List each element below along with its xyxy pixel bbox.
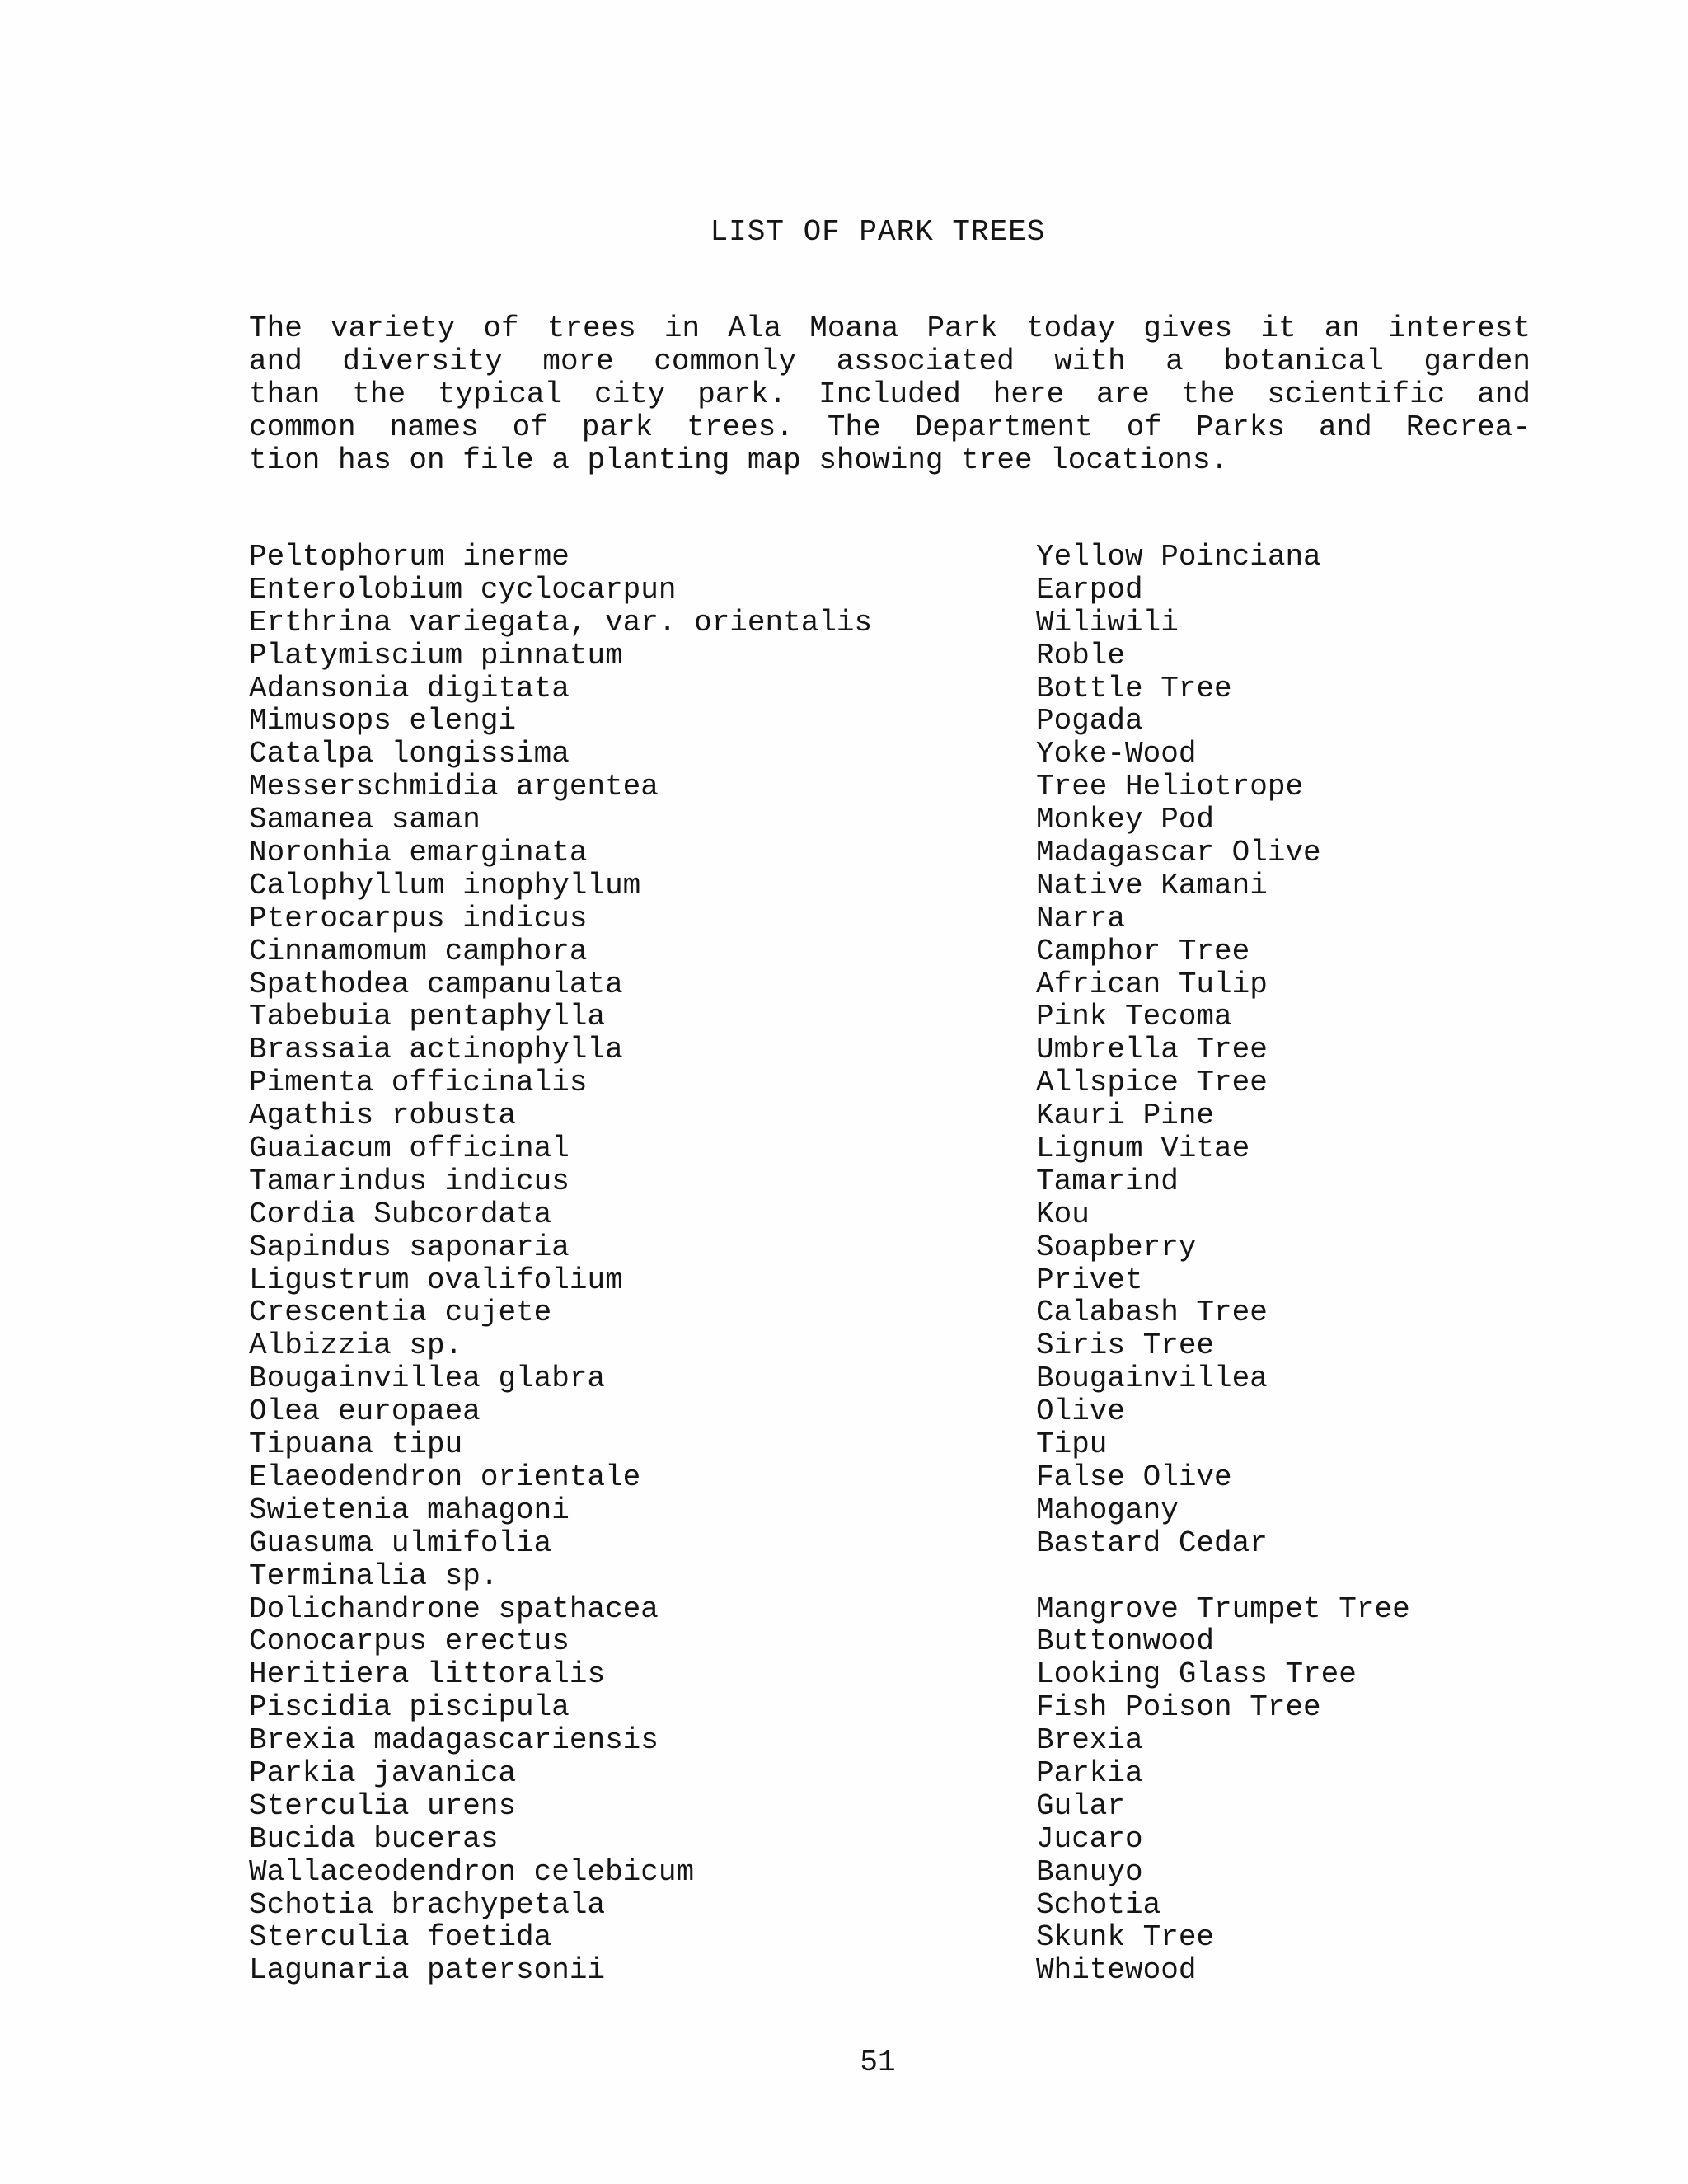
intro-line: The variety of trees in Ala Moana Park today gives it an interest: [249, 312, 1531, 345]
common-name: Bastard Cedar: [1036, 1526, 1268, 1560]
scientific-name: Sapindus saponaria: [249, 1230, 570, 1264]
common-name: Yellow Poinciana: [1036, 540, 1321, 574]
common-name: Tree Heliotrope: [1036, 770, 1304, 804]
intro-paragraph: [249, 312, 1531, 477]
common-name: Skunk Tree: [1036, 1920, 1215, 1955]
tree-row: [249, 1560, 1485, 1593]
scientific-name: Catalpa longissima: [249, 737, 570, 771]
scientific-name: Swietenia mahagoni: [249, 1493, 570, 1527]
tree-row: [249, 1724, 1485, 1757]
scientific-name: Noronhia emarginata: [249, 836, 588, 870]
scientific-name: Brexia madagascariensis: [249, 1723, 659, 1758]
intro-line: tion has on file a planting map showing tree locations.: [249, 443, 1229, 477]
common-name: Jucaro: [1036, 1821, 1143, 1856]
tree-row: [249, 1231, 1485, 1264]
intro-line: common names of park trees. The Department of Parks and Recrea-: [249, 410, 1531, 444]
scientific-name: Conocarpus erectus: [249, 1624, 570, 1659]
tree-row: [249, 1954, 1485, 1987]
scientific-name: Enterolobium cyclocarpun: [249, 572, 677, 607]
tree-row: [249, 1757, 1485, 1790]
tree-row: [249, 869, 1485, 902]
common-name: Mangrove Trumpet Tree: [1036, 1591, 1410, 1626]
scientific-name: Olea europaea: [249, 1394, 481, 1429]
tree-row: [249, 1658, 1485, 1691]
tree-row: [249, 935, 1485, 968]
tree-row: [249, 1823, 1485, 1856]
scientific-name: Terminalia sp.: [249, 1558, 499, 1593]
common-name: Pogada: [1036, 704, 1143, 738]
tree-row: [249, 1165, 1485, 1198]
scientific-name: Mimusops elengi: [249, 704, 517, 738]
common-name: Pink Tecoma: [1036, 1000, 1232, 1034]
tree-row: [249, 1527, 1485, 1560]
tree-row: [249, 1691, 1485, 1724]
scientific-name: Pimenta officinalis: [249, 1066, 588, 1100]
tree-row: [249, 1264, 1485, 1297]
tree-row: [249, 1001, 1485, 1033]
tree-row: [249, 771, 1485, 804]
tree-row: [249, 1790, 1485, 1823]
scientific-name: Pterocarpus indicus: [249, 901, 588, 935]
scientific-name: Bucida buceras: [249, 1821, 499, 1856]
common-name: Lignum Vitae: [1036, 1132, 1250, 1166]
tree-row: [249, 837, 1485, 869]
scientific-name: Guaiacum officinal: [249, 1132, 570, 1166]
common-name: Looking Glass Tree: [1036, 1657, 1357, 1692]
common-name: Tamarind: [1036, 1164, 1179, 1198]
tree-row: [249, 1428, 1485, 1461]
scientific-name: Spathodea campanulata: [249, 967, 623, 1001]
scientific-name: Heritiera littoralis: [249, 1657, 606, 1692]
tree-row: [249, 902, 1485, 935]
tree-row: [249, 1625, 1485, 1658]
common-name: Calabash Tree: [1036, 1296, 1268, 1330]
common-name: Bottle Tree: [1036, 671, 1232, 705]
common-name: Tipu: [1036, 1427, 1108, 1462]
scientific-name: Peltophorum inerme: [249, 540, 570, 574]
tree-row: [249, 1494, 1485, 1527]
scientific-name: Bougainvillea glabra: [249, 1361, 606, 1396]
scientific-name: Lagunaria patersonii: [249, 1953, 606, 1988]
scientific-name: Ligustrum ovalifolium: [249, 1263, 623, 1297]
common-name: Whitewood: [1036, 1953, 1197, 1988]
scientific-name: Platymiscium pinnatum: [249, 638, 623, 673]
common-name: Camphor Tree: [1036, 934, 1250, 968]
common-name: Banuyo: [1036, 1854, 1143, 1889]
common-name: Umbrella Tree: [1036, 1033, 1268, 1067]
tree-row: [249, 804, 1485, 837]
common-name: Buttonwood: [1036, 1624, 1215, 1659]
scientific-name: Elaeodendron orientale: [249, 1460, 641, 1494]
common-name: Kauri Pine: [1036, 1099, 1215, 1133]
scientific-name: Messerschmidia argentea: [249, 770, 659, 804]
scientific-name: Brassaia actinophylla: [249, 1033, 623, 1067]
tree-row: [249, 574, 1485, 607]
common-name: Madagascar Olive: [1036, 836, 1321, 870]
common-name: Olive: [1036, 1394, 1126, 1429]
scientific-name: Cinnamomum camphora: [249, 934, 588, 968]
common-name: Native Kamani: [1036, 868, 1268, 902]
common-name: Monkey Pod: [1036, 803, 1215, 837]
common-name: Yoke-Wood: [1036, 737, 1197, 771]
scientific-name: Schotia brachypetala: [249, 1887, 606, 1922]
tree-row: [249, 1395, 1485, 1428]
common-name: Fish Poison Tree: [1036, 1690, 1321, 1725]
common-name: Mahogany: [1036, 1493, 1179, 1527]
tree-row: [249, 1033, 1485, 1066]
scientific-name: Tipuana tipu: [249, 1427, 463, 1462]
common-name: Bougainvillea: [1036, 1361, 1268, 1396]
scientific-name: Tabebuia pentaphylla: [249, 1000, 606, 1034]
scientific-name: Samanea saman: [249, 803, 481, 837]
tree-row: [249, 1329, 1485, 1362]
tree-row: [249, 1889, 1485, 1922]
scientific-name: Parkia javanica: [249, 1755, 517, 1790]
scientific-name: Sterculia urens: [249, 1788, 517, 1823]
intro-line: than the typical city park. Included here are the scientific and: [249, 377, 1531, 411]
tree-row: [249, 1362, 1485, 1395]
common-name: Gular: [1036, 1788, 1126, 1823]
common-name: False Olive: [1036, 1460, 1232, 1494]
scientific-name: Cordia Subcordata: [249, 1197, 552, 1231]
tree-row: [249, 1099, 1485, 1132]
common-name: Narra: [1036, 901, 1126, 935]
common-name: Siris Tree: [1036, 1329, 1215, 1363]
common-name: Earpod: [1036, 572, 1143, 607]
page-number: 51: [860, 2046, 896, 2079]
common-name: Roble: [1036, 638, 1126, 673]
tree-row: [249, 541, 1485, 574]
tree-row: [249, 738, 1485, 771]
scientific-name: Albizzia sp.: [249, 1329, 463, 1363]
tree-row: [249, 640, 1485, 673]
tree-list: [249, 541, 1485, 1987]
intro-line: and diversity more commonly associated with a botanical garden: [249, 344, 1531, 378]
tree-row: [249, 1296, 1485, 1329]
scientific-name: Guasuma ulmifolia: [249, 1526, 552, 1560]
scientific-name: Erthrina variegata, var. orientalis: [249, 605, 873, 640]
scientific-name: Tamarindus indicus: [249, 1164, 570, 1198]
scientific-name: Crescentia cujete: [249, 1296, 552, 1330]
scientific-name: Wallaceodendron celebicum: [249, 1854, 695, 1889]
scientific-name: Sterculia foetida: [249, 1920, 552, 1955]
scientific-name: Dolichandrone spathacea: [249, 1591, 659, 1626]
common-name: Privet: [1036, 1263, 1143, 1297]
tree-row: [249, 1921, 1485, 1954]
scientific-name: Calophyllum inophyllum: [249, 868, 641, 902]
common-name: Schotia: [1036, 1887, 1161, 1922]
scientific-name: Piscidia piscipula: [249, 1690, 570, 1725]
common-name: African Tulip: [1036, 967, 1268, 1001]
common-name: Wiliwili: [1036, 605, 1179, 640]
tree-row: [249, 1132, 1485, 1165]
common-name: Parkia: [1036, 1755, 1143, 1790]
scientific-name: Adansonia digitata: [249, 671, 570, 705]
tree-row: [249, 705, 1485, 738]
tree-row: [249, 1066, 1485, 1099]
tree-row: [249, 673, 1485, 705]
tree-row: [249, 1856, 1485, 1889]
tree-row: [249, 607, 1485, 640]
scientific-name: Agathis robusta: [249, 1099, 517, 1133]
tree-row: [249, 1198, 1485, 1231]
tree-row: [249, 1461, 1485, 1494]
common-name: Soapberry: [1036, 1230, 1197, 1264]
common-name: Kou: [1036, 1197, 1090, 1231]
page-title: LIST OF PARK TREES: [710, 215, 1046, 249]
tree-row: [249, 1593, 1485, 1626]
common-name: Allspice Tree: [1036, 1066, 1268, 1100]
common-name: Brexia: [1036, 1723, 1143, 1758]
tree-row: [249, 968, 1485, 1001]
